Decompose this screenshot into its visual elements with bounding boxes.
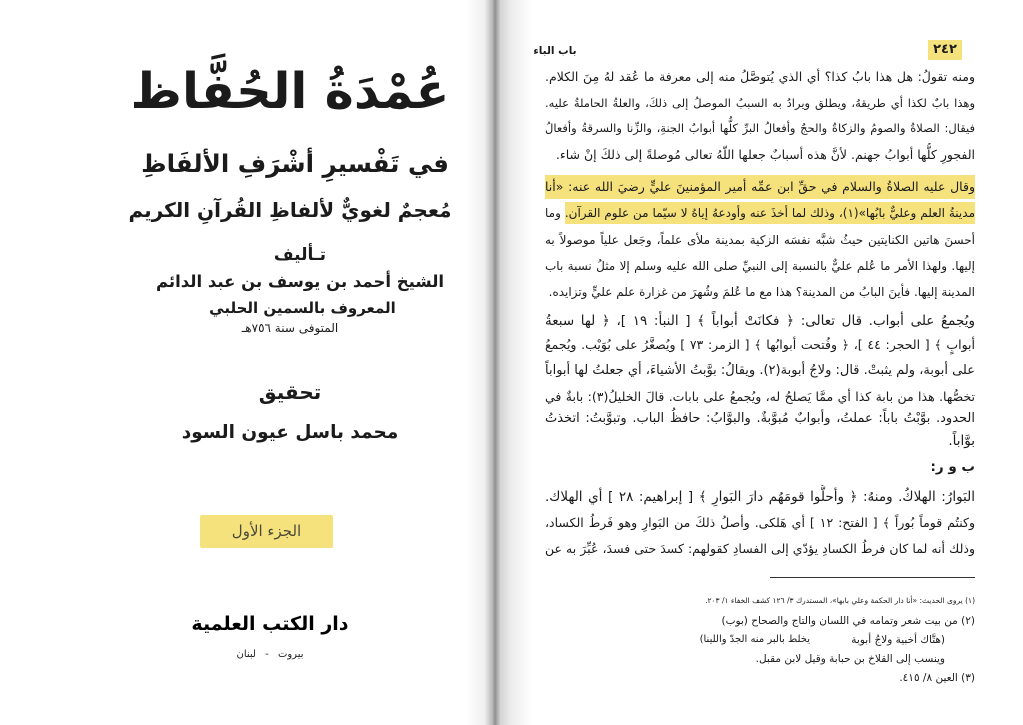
chapter-title: باب الباء — [533, 45, 577, 57]
body-line: وكنتُم قوماً بُوراً ﴾ [ الفتح: ١٢ ] أي هَلكى. وأصلُ ذلكَ من البَوارِ وهو فَرطُ الكساد، — [545, 515, 975, 530]
body-line: البَوارُ: الهلاكُ. ومنهُ: ﴿ وأحلُّوا قومَهُم دارَ البَوارِ ﴾ [ إبراهيم: ٢٨ ] أي الهلاك. — [545, 489, 975, 505]
footnote-3: (٣) العين ٨/ ٤١٥. — [899, 672, 975, 684]
body-line: وهذا بابٌ لكذا أي طريقهُ، ويطلق ويرادُ به السببُ الموصلُ إلى ذلكَ، والعلةُ الحاملةُ عليه. — [545, 96, 975, 110]
publisher-logo-text: دار الكتب العلمية — [191, 613, 349, 635]
author-known-as: المعروف بالسمين الحلبي — [209, 299, 396, 317]
section-heading: ب و ر: — [930, 459, 975, 475]
body-line: بوَّاباً. — [948, 433, 975, 449]
body-line: على أبوبة، ولم يثبتْ. قال: ولاجُ أبوبة(٢). ويقالُ: بوَّبتُ الأشياءَ، أي جعلتُ لها أبواباً — [545, 363, 975, 378]
highlighted-line: وقال عليه الصلاةُ والسلام في حقِّ ابن عمِّه أمير المؤمنينَ عليٍّ رضيَ الله عنه: «أنا — [545, 175, 975, 199]
body-line: إليها. ولهذا الأمر ما عُلم عليٌّ بالنسبة إلى النبيِّ صلى الله عليه وسلم إلا مثلُ نسبة باب — [545, 259, 975, 273]
footnote-1: (١) يروى الحديث: «أنا دار الحكمة وعلي بابها»، المستدرك ٣/ ١٢٦ كشف الخفاء ١/ ٢٠٣. — [705, 596, 975, 605]
body-line: أحسنَ هاتين الكنايتين حيثُ شبَّه نفسَه الزكية بمدينة ملأى علماً، وجَعل علياً موصولاً به — [545, 233, 975, 247]
footnote-2-verse-second: يخلط بالبر منه الجدّ واللينا) — [699, 634, 810, 645]
body-line: الفجورِ كلُّها أبوابُ جهنم. لأنَّ هذه أسبابٌ جعلها اللّهُ تعالى مُوصلةً إلى ذلكَ إنْ شاء. — [555, 147, 975, 162]
footnote-2-attribution: وينسب إلى القلاخ بن حبابة وقيل لابن مقبل. — [755, 653, 945, 665]
body-line: الحدود. بوَّبْتُ باباً: عملتُ، وأبوابٌ مُبوَّبةٌ. والبوَّابُ: حافظُ الباب. وتبوَّبتُ: اتخذتُ — [545, 411, 975, 426]
volume-label: الجزء الأول — [231, 522, 302, 540]
footnote-2-verse-first: (هتَّاك أخبية ولاجُ أبوبة — [851, 634, 945, 646]
body-line: أبوابٍ ﴾ [ الحجر: ٤٤ ]، ﴿ وفُتحت أبوابُها ﴾ [ الزمر: ٧٣ ] ويُصغَّرُ على بُوَيْب. ويُجمعُ — [545, 337, 975, 352]
body-line: ويُجمعُ على أبواب. قال تعالى: ﴿ فكانَتْ أبواباً ﴾ [ النبأ: ١٩ ]، ﴿ لها سبعةُ — [545, 313, 975, 329]
editor-name: محمد باسل عيون السود — [181, 422, 399, 443]
author-name: الشيخ أحمد بن يوسف بن عبد الدائم — [155, 272, 445, 291]
body-line: ومنه تقولُ: هل هذا بابُ كذا؟ أي الذي يُتوصَّلُ منه إلى معرفة ما عُقد لهُ مِنَ الكلام. — [545, 69, 975, 84]
footnote-separator — [770, 577, 975, 578]
page-number: ٢٤٢ — [928, 40, 962, 60]
body-line: فيقال: الصلاةُ والصومُ والزكاةُ والحجُ وأفعالُ البرِّ كلُّها أبوابُ الجنةِ، والزِّنا والسرقةُ وأفعالُ — [545, 121, 975, 135]
book-subtitle: في تَفْسيرِ أشْرَفِ الألفَاظِ — [141, 149, 449, 178]
publisher-location: بيروت - لبنان — [236, 649, 304, 660]
footnote-2: (٢) من بيت شعر وتمامه في اللسان والتاج والصحاح (بوب) — [721, 615, 975, 627]
highlighted-text: مدينةُ العلم وعليٌّ بابُها»(١)، وذلك لما أخذَ عنه وأودعهُ إياهُ لا سيّما من علوم القرآن. — [565, 202, 975, 224]
title-page — [0, 0, 492, 725]
body-line: وذلك أنه لما كان فرطُ الكسادِ يؤدّي إلى الفسادِ كقولهم: كسدَ حتى فسدَ، عُبِّرَ به عن — [545, 541, 975, 556]
volume-highlight — [200, 515, 333, 548]
author-label: تـأليف — [273, 245, 327, 265]
book-title: عُمْدَةُ الحُفَّاظ — [130, 62, 450, 120]
body-line: تخصُّها. هذا من بابة كذا أي ممَّا يَصلحُ له، ويُجمعُ على بابات. قالَ الخليلُ(٣): بابةٌ في — [545, 389, 975, 404]
editor-label: تحقيق — [258, 380, 322, 404]
body-line — [545, 201, 975, 225]
book-description: مُعجمٌ لغويٌّ لألفاظِ القُرآنِ الكريم — [128, 198, 452, 222]
text-page — [492, 0, 1023, 725]
author-death-date: المتوفى سنة ٧٥٦هـ — [241, 321, 339, 335]
body-line: المدينة إليها. فأينَ البابُ من المدينة؟ هذا مع ما عُلمَ وشُهرَ من غزارة علم عليٍّ وتزايده. — [548, 285, 975, 299]
body-text: وما — [545, 206, 561, 220]
